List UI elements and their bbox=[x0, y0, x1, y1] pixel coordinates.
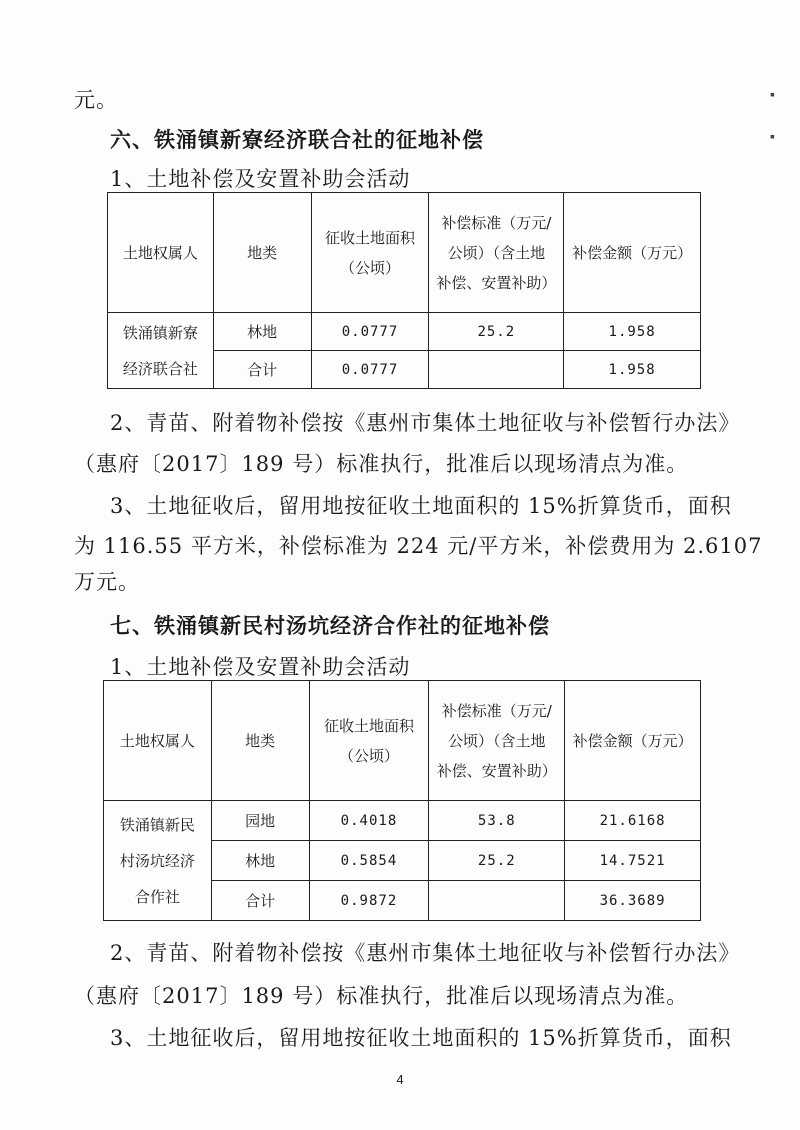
paragraph-line: （惠府〔2017〕189 号）标准执行，批准后以现场清点为准。 bbox=[74, 984, 689, 1008]
area-cell: 0.0777 bbox=[311, 313, 429, 351]
type-cell: 林地 bbox=[213, 313, 311, 351]
scan-mark: ▪ bbox=[770, 128, 775, 144]
table-header-row bbox=[108, 193, 701, 313]
amount-cell: 36.3689 bbox=[565, 881, 701, 921]
area-cell: 0.0777 bbox=[311, 351, 429, 389]
paragraph-line: 3、土地征收后，留用地按征收土地面积的 15%折算货币，面积 bbox=[110, 1026, 732, 1050]
table-row bbox=[104, 801, 701, 841]
owner-cell: 铁涌镇新民 村汤坑经济 合作社 bbox=[104, 801, 212, 921]
header-area: 征收土地面积 （公顷） bbox=[311, 193, 429, 313]
type-cell: 合计 bbox=[211, 881, 309, 921]
header-amount: 补偿金额（万元） bbox=[564, 193, 701, 313]
amount-cell: 1.958 bbox=[564, 351, 701, 389]
table-header-row bbox=[104, 681, 701, 801]
standard-cell bbox=[429, 351, 564, 389]
standard-cell: 25.2 bbox=[429, 841, 565, 881]
amount-cell: 14.7521 bbox=[565, 841, 701, 881]
section-heading: 六、铁涌镇新寮经济联合社的征地补偿 bbox=[110, 127, 484, 152]
subsection-heading: 1、土地补偿及安置补助会活动 bbox=[110, 655, 411, 679]
type-cell: 园地 bbox=[211, 801, 309, 841]
compensation-table-2 bbox=[103, 680, 701, 921]
header-standard: 补偿标准（万元/ 公顷）（含土地 补偿、安置补助） bbox=[429, 681, 565, 801]
page-number: 4 bbox=[396, 1072, 404, 1087]
amount-cell: 1.958 bbox=[564, 313, 701, 351]
paragraph-line: 2、青苗、附着物补偿按《惠州市集体土地征收与补偿暂行办法》 bbox=[110, 411, 741, 435]
compensation-table-1 bbox=[107, 192, 701, 389]
header-type: 地类 bbox=[213, 193, 311, 313]
paragraph-line: （惠府〔2017〕189 号）标准执行，批准后以现场清点为准。 bbox=[74, 452, 689, 476]
header-amount: 补偿金额（万元） bbox=[565, 681, 701, 801]
subsection-heading: 1、土地补偿及安置补助会活动 bbox=[110, 167, 411, 191]
standard-cell: 25.2 bbox=[429, 313, 564, 351]
area-cell: 0.5854 bbox=[309, 841, 429, 881]
paragraph-line: 元。 bbox=[74, 88, 118, 112]
header-area: 征收土地面积 （公顷） bbox=[309, 681, 429, 801]
standard-cell: 53.8 bbox=[429, 801, 565, 841]
type-cell: 林地 bbox=[211, 841, 309, 881]
header-standard: 补偿标准（万元/ 公顷）（含土地 补偿、安置补助） bbox=[429, 193, 564, 313]
paragraph-line: 为 116.55 平方米，补偿标准为 224 元/平方米，补偿费用为 2.6107 bbox=[74, 534, 763, 558]
area-cell: 0.4018 bbox=[309, 801, 429, 841]
header-type: 地类 bbox=[211, 681, 309, 801]
scan-mark: ▪ bbox=[770, 86, 775, 102]
type-cell: 合计 bbox=[213, 351, 311, 389]
section-heading: 七、铁涌镇新民村汤坑经济合作社的征地补偿 bbox=[110, 613, 550, 638]
paragraph-line: 3、土地征收后，留用地按征收土地面积的 15%折算货币，面积 bbox=[110, 494, 732, 518]
owner-cell: 铁涌镇新寮 经济联合社 bbox=[108, 313, 214, 389]
standard-cell bbox=[429, 881, 565, 921]
amount-cell: 21.6168 bbox=[565, 801, 701, 841]
header-owner: 土地权属人 bbox=[108, 193, 214, 313]
header-owner: 土地权属人 bbox=[104, 681, 212, 801]
paragraph-line: 万元。 bbox=[74, 570, 140, 594]
paragraph-line: 2、青苗、附着物补偿按《惠州市集体土地征收与补偿暂行办法》 bbox=[110, 941, 741, 965]
area-cell: 0.9872 bbox=[309, 881, 429, 921]
table-row bbox=[108, 313, 701, 351]
